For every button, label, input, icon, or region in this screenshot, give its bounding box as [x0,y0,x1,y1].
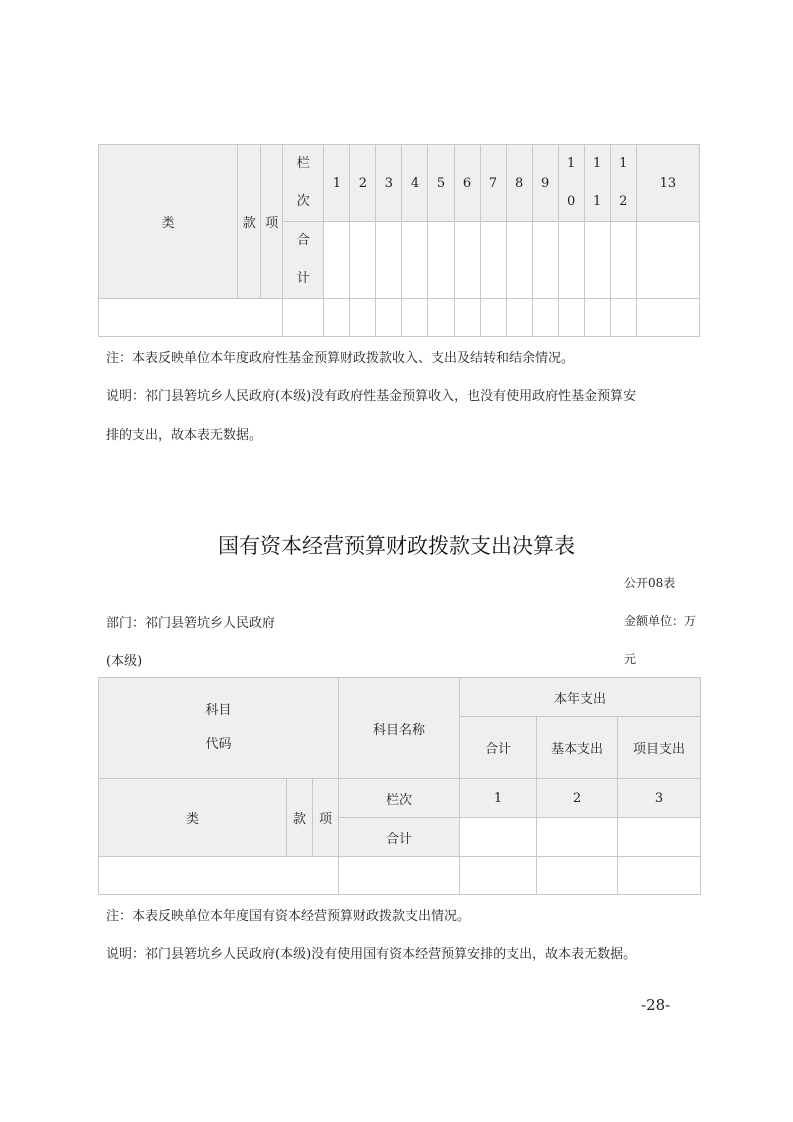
col-number: 11 [584,145,610,222]
data-cell [324,299,350,337]
col-number: 8 [506,145,532,222]
header-kuan: 款 [238,145,261,299]
data-cell [324,222,350,299]
col-number: 6 [454,145,480,222]
col-number: 9 [532,145,558,222]
table2-description: 说明：祁门县箬坑乡人民政府(本级)没有使用国有资本经营预算安排的支出，故本表无数据。 [106,947,637,962]
department-line2: (本级) [106,654,143,669]
header-xiangmu: 项目支出 [618,717,701,779]
data-cell [618,857,701,895]
data-cell [339,857,460,895]
table1-description-line2: 排的支出，故本表无数据。 [106,428,263,443]
col-number: 4 [402,145,428,222]
header-xiang: 项 [313,779,339,857]
header-lanci: 栏次 [339,779,460,818]
data-cell [376,222,402,299]
data-cell [350,299,376,337]
col-number: 7 [480,145,506,222]
col-number: 3 [618,779,701,818]
header-lei: 类 [99,145,238,299]
page-number: -28- [641,996,671,1014]
fund-table [98,144,700,337]
data-cell [376,299,402,337]
header-kuan: 款 [287,779,313,857]
col-number: 1 [324,145,350,222]
col-number: 2 [537,779,618,818]
data-cell [636,299,699,337]
header-kemu-daima [99,678,339,779]
data-cell [610,299,636,337]
header-jiben: 基本支出 [537,717,618,779]
header-xiang: 项 [261,145,283,299]
department-line1: 部门：祁门县箬坑乡人民政府 [106,616,276,631]
data-cell [460,857,537,895]
table2-note: 注：本表反映单位本年度国有资本经营预算财政拨款支出情况。 [106,909,471,924]
table1-description-line1: 说明：祁门县箬坑乡人民政府(本级)没有政府性基金预算收入，也没有使用政府性基金预算安 [106,389,637,404]
form-code: 公开08表 [624,576,676,590]
state-capital-table [98,677,701,895]
header-kemu-name: 科目名称 [339,678,460,779]
data-cell [610,222,636,299]
table1-note: 注：本表反映单位本年度政府性基金预算财政拨款收入、支出及结转和结余情况。 [106,351,575,366]
data-cell [636,222,699,299]
header-bennian: 本年支出 [460,678,701,717]
header-kemu: 科目 [205,703,232,718]
col-number: 13 [636,145,699,222]
empty-row-cell [99,299,283,337]
data-cell [584,222,610,299]
page-title: 国有资本经营预算财政拨款支出决算表 [218,534,575,558]
col-number: 5 [428,145,454,222]
data-cell [454,299,480,337]
header-lei: 类 [99,779,287,857]
data-cell [618,818,701,857]
data-cell [350,222,376,299]
col-number: 12 [610,145,636,222]
data-cell [506,222,532,299]
col-number: 2 [350,145,376,222]
header-heji: 合计 [460,717,537,779]
data-cell [558,222,584,299]
data-cell [532,222,558,299]
data-cell [454,222,480,299]
empty-row-cell [99,857,339,895]
data-cell [428,222,454,299]
unit-line2: 元 [624,652,637,666]
data-cell [480,222,506,299]
data-cell [460,818,537,857]
col-number: 10 [558,145,584,222]
data-cell [584,299,610,337]
data-cell [537,818,618,857]
data-cell [506,299,532,337]
data-cell [537,857,618,895]
row-heji: 合计 [339,818,460,857]
data-cell [480,299,506,337]
unit-line1: 金额单位：万 [624,614,697,628]
header-lanci: 栏次 [283,145,324,222]
data-cell [402,222,428,299]
data-cell [283,299,324,337]
data-cell [428,299,454,337]
data-cell [402,299,428,337]
col-number: 3 [376,145,402,222]
header-daima: 代码 [205,737,232,752]
row-heji: 合计 [283,222,324,299]
data-cell [558,299,584,337]
data-cell [532,299,558,337]
col-number: 1 [460,779,537,818]
